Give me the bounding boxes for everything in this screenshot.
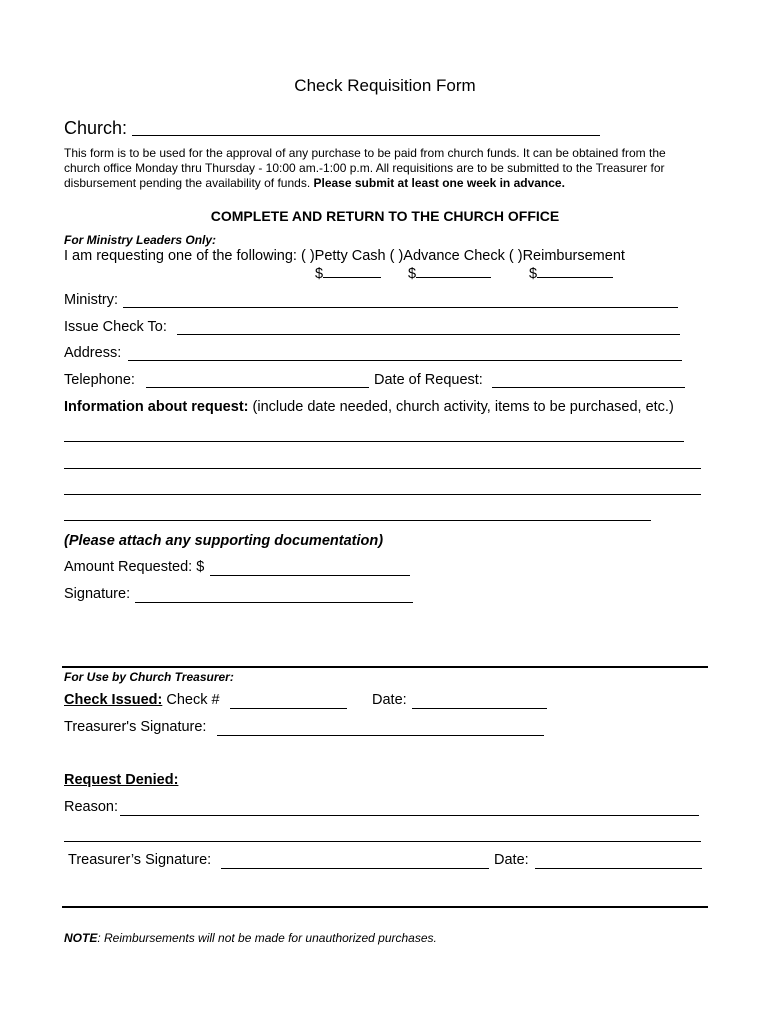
issue-check-to-label: Issue Check To: — [64, 319, 167, 335]
church-label: Church: — [64, 118, 128, 138]
check-date-label: Date: — [372, 692, 407, 708]
intro-line-3-bold: Please submit at least one week in advance. — [313, 176, 565, 190]
treasurer-section-label: For Use by Church Treasurer: — [64, 670, 234, 684]
info-line-1[interactable] — [64, 441, 684, 442]
footer-note — [64, 931, 437, 945]
intro-line-1: This form is to be used for the approval of any purchase to be paid from church funds. It can be obtained from the — [64, 146, 666, 160]
church-field[interactable] — [132, 135, 600, 136]
reason-label: Reason: — [64, 799, 119, 815]
check-issued-label: Check Issued: — [64, 692, 163, 708]
amount-requested-field[interactable] — [210, 575, 410, 576]
dollar-sign: $ — [529, 266, 538, 282]
info-line-2[interactable] — [64, 468, 701, 469]
signature-field[interactable] — [135, 602, 413, 603]
section-divider-top — [62, 666, 708, 668]
issue-check-to-field[interactable] — [177, 334, 680, 335]
check-number-field[interactable] — [230, 708, 347, 709]
ministry-label: Ministry: — [64, 292, 118, 308]
info-label — [64, 399, 674, 415]
telephone-label: Telephone: — [64, 372, 135, 388]
attach-note: (Please attach any supporting documentation) — [64, 533, 384, 549]
check-date-field[interactable] — [412, 708, 547, 709]
info-line-3[interactable] — [64, 494, 701, 495]
intro-line-3 — [64, 176, 565, 190]
reason-field-2[interactable] — [64, 841, 701, 842]
note-text: : Reimbursements will not be made for unauthorized purchases. — [97, 931, 437, 945]
dollar-sign: $ — [315, 266, 324, 282]
amount-requested-label: Amount Requested: $ — [64, 559, 205, 575]
ministry-field[interactable] — [123, 307, 678, 308]
info-line-4[interactable] — [64, 520, 651, 521]
date-of-request-label: Date of Request: — [374, 372, 483, 388]
complete-heading: COMPLETE AND RETURN TO THE CHURCH OFFICE — [210, 208, 560, 224]
note-label: NOTE — [64, 931, 98, 945]
reason-field-1[interactable] — [120, 815, 699, 816]
denied-treasurer-signature-field[interactable] — [221, 868, 489, 869]
denied-date-field[interactable] — [535, 868, 702, 869]
ministry-leaders-label: For Ministry Leaders Only: — [64, 233, 217, 247]
request-denied-heading: Request Denied: — [64, 772, 179, 788]
address-label: Address: — [64, 345, 122, 361]
request-type-line: I am requesting one of the following: ( )Petty Cash ( )Advance Check ( )Reimbursement — [64, 248, 625, 264]
check-number-label: Check # — [166, 692, 220, 708]
intro-line-3-plain: disbursement pending the availability of funds. — [64, 176, 311, 190]
reimbursement-amount[interactable] — [529, 266, 613, 282]
section-divider-bottom — [62, 906, 708, 908]
address-field[interactable] — [128, 360, 682, 361]
info-label-plain: (include date needed, church activity, items to be purchased, etc.) — [252, 399, 674, 415]
treasurer-signature-label: Treasurer's Signature: — [64, 719, 207, 735]
info-label-bold: Information about request: — [64, 399, 249, 415]
page-title: Check Requisition Form — [294, 76, 476, 95]
advance-check-amount[interactable] — [408, 266, 491, 282]
check-issued-row — [64, 692, 220, 708]
denied-date-label: Date: — [494, 852, 529, 868]
denied-treasurer-signature-label: Treasurer’s Signature: — [68, 852, 212, 868]
date-of-request-field[interactable] — [492, 387, 685, 388]
dollar-sign: $ — [408, 266, 417, 282]
signature-label: Signature: — [64, 586, 131, 602]
petty-cash-amount[interactable] — [315, 266, 381, 282]
intro-line-2: church office Monday thru Thursday - 10:00 am.-1:00 p.m. All requisitions are to be submitted to the Treasurer for — [64, 161, 665, 175]
telephone-field[interactable] — [146, 387, 369, 388]
treasurer-signature-field[interactable] — [217, 735, 544, 736]
